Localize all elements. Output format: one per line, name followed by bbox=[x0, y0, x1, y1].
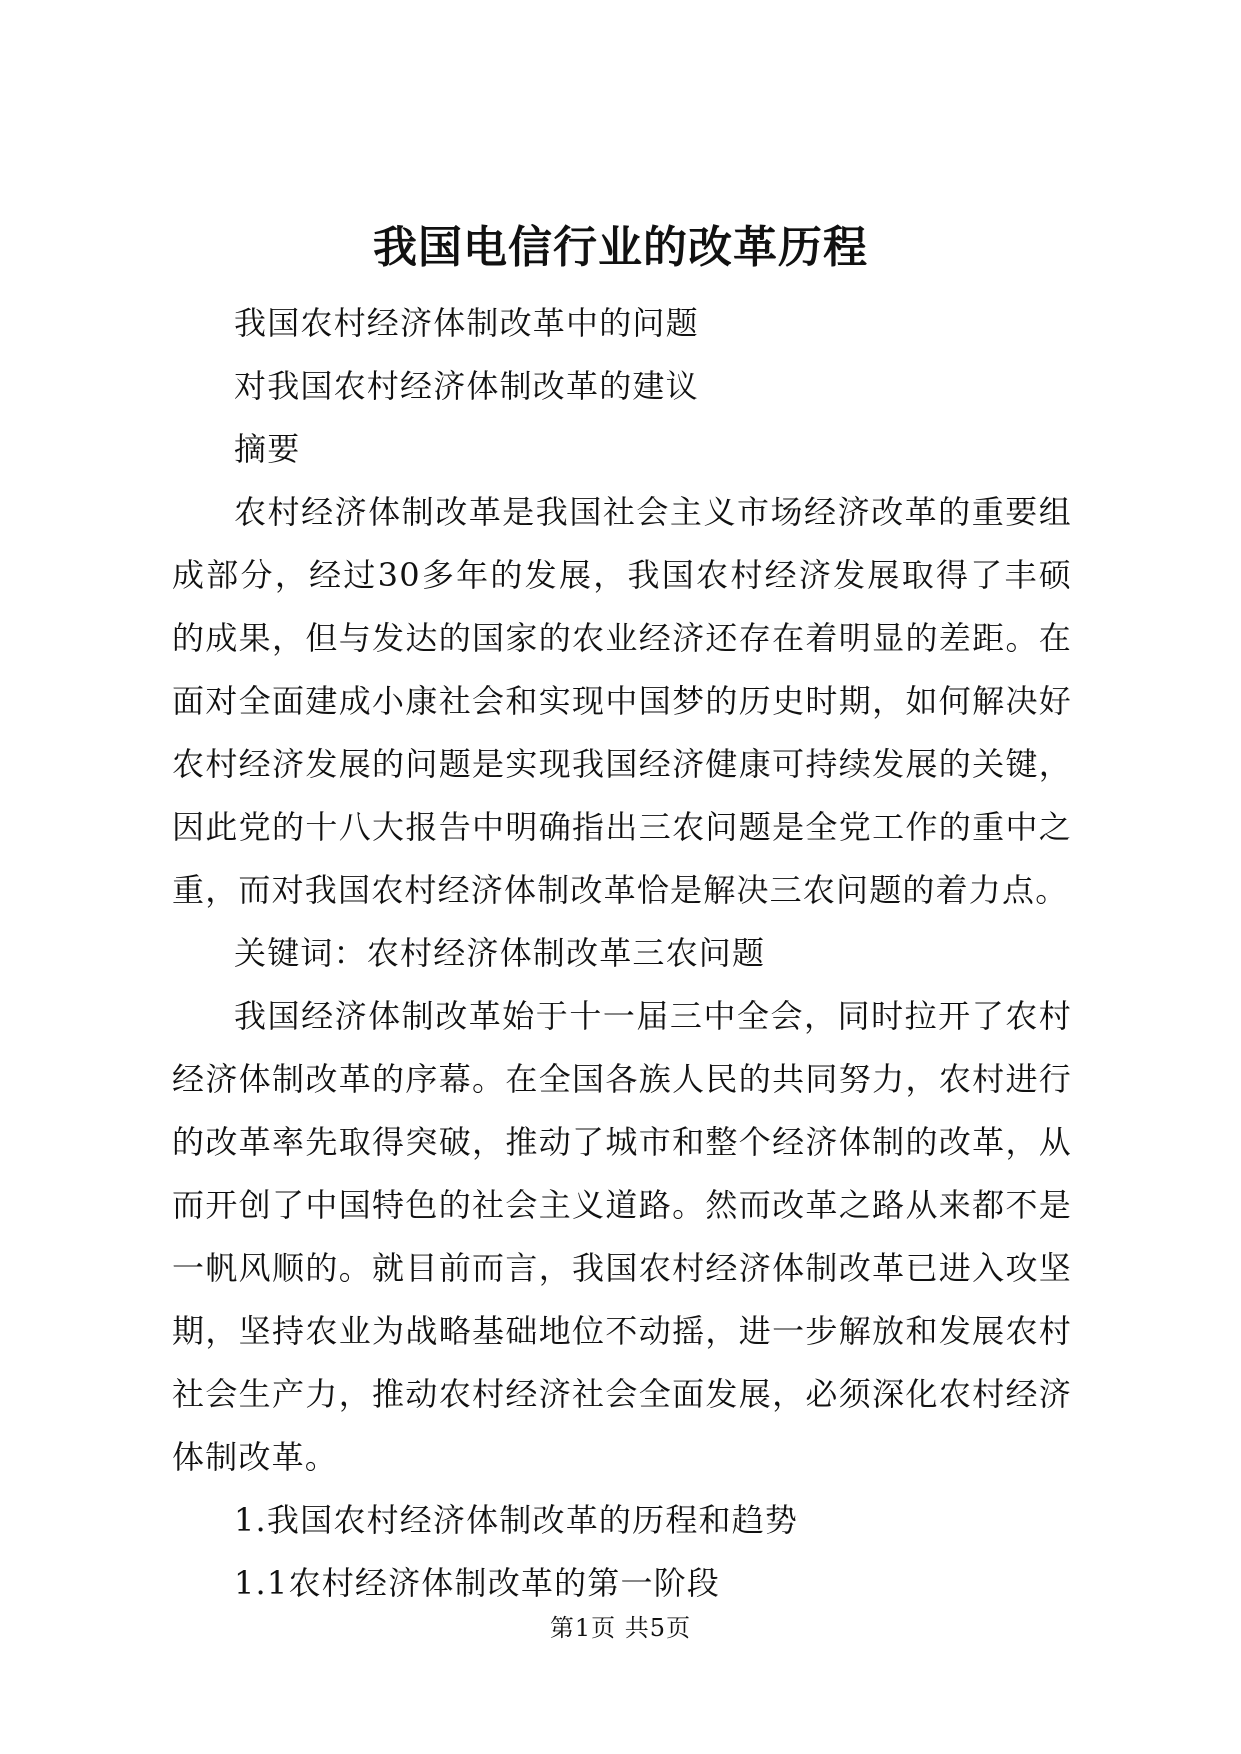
keywords-line: 关键词：农村经济体制改革三农问题 bbox=[234, 934, 766, 972]
document-body bbox=[172, 292, 1072, 1615]
section-heading-1: 1.我国农村经济体制改革的历程和趋势 bbox=[234, 1501, 799, 1539]
page-number: 第1页 共5页 bbox=[549, 1614, 692, 1642]
heading-suggestions: 对我国农村经济体制改革的建议 bbox=[234, 367, 699, 405]
intro-paragraph: 我国经济体制改革始于十一届三中全会，同时拉开了农村经济体制改革的序幕。在全国各族人民的共同努力，农村进行的改革率先取得突破，推动了城市和整个经济体制的改革，从而开创了中国特色的社会主义道路。然而改革之路从来都不是一帆风顺的。就目前而言，我国农村经济体制改革已进入攻坚期，坚持农业为战略基础地位不动摇，进一步解放和发展农村社会生产力，推动农村经济社会全面发展，必须深化农村经济体制改革。 bbox=[172, 997, 1072, 1476]
section-heading-1-1: 1.1农村经济体制改革的第一阶段 bbox=[234, 1564, 721, 1602]
document-title: 我国电信行业的改革历程 bbox=[373, 222, 868, 273]
abstract-paragraph: 农村经济体制改革是我国社会主义市场经济改革的重要组成部分，经过30多年的发展，我国农村经济发展取得了丰硕的成果，但与发达的国家的农业经济还存在着明显的差距。在面对全面建成小康社会和实现中国梦的历史时期，如何解决好农村经济发展的问题是实现我国经济健康可持续发展的关键，因此党的十八大报告中明确指出三农问题是全党工作的重中之重，而对我国农村经济体制改革恰是解决三农问题的着力点。 bbox=[172, 493, 1072, 909]
heading-problems: 我国农村经济体制改革中的问题 bbox=[234, 304, 699, 342]
abstract-heading: 摘要 bbox=[234, 430, 301, 468]
